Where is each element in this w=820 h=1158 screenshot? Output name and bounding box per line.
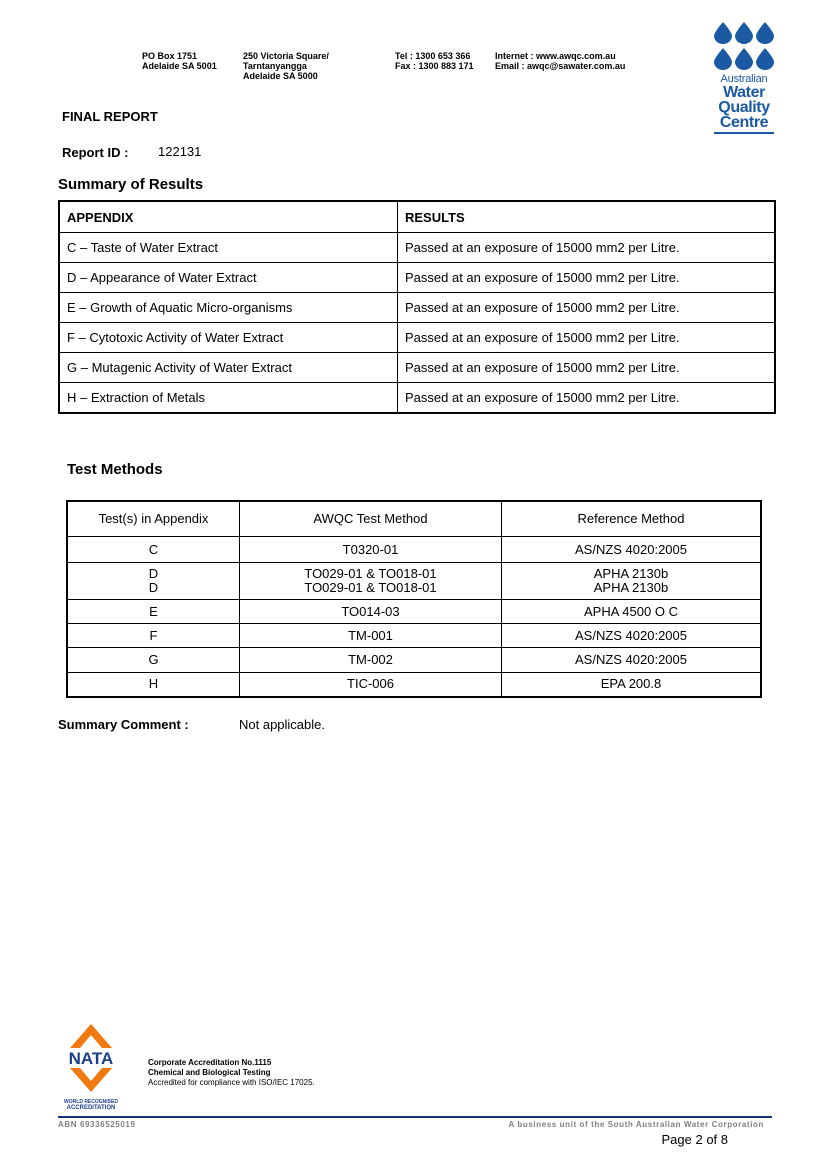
summary-comment-value: Not applicable. <box>239 717 325 732</box>
logo-underline <box>714 132 774 134</box>
reference-cell: APHA 4500 O C <box>502 600 762 624</box>
awqc-cell: TM-001 <box>240 624 502 648</box>
reference-cell <box>502 563 762 600</box>
test-methods-table <box>66 500 762 698</box>
drop-icon <box>756 22 774 44</box>
result-cell: Passed at an exposure of 15000 mm2 per Litre. <box>398 293 776 323</box>
corp-line3: Accredited for compliance with ISO/IEC 17025. <box>148 1078 315 1087</box>
street-line1: 250 Victoria Square/ <box>243 51 329 61</box>
test-cell: F <box>67 624 240 648</box>
drop-icon <box>714 22 732 44</box>
appendix-cell: F – Cytotoxic Activity of Water Extract <box>59 323 398 353</box>
reference-cell: AS/NZS 4020:2005 <box>502 648 762 673</box>
street-city: Adelaide SA 5000 <box>243 71 318 81</box>
summary-header-row <box>59 201 775 233</box>
reference-line1: APHA 2130b <box>593 566 669 581</box>
nata-logo <box>62 1022 120 1111</box>
result-cell: Passed at an exposure of 15000 mm2 per Litre. <box>398 323 776 353</box>
appendix-cell: D – Appearance of Water Extract <box>59 263 398 293</box>
footer-divider <box>58 1116 772 1118</box>
report-id-value: 122131 <box>158 144 202 159</box>
reference-cell: EPA 200.8 <box>502 673 762 697</box>
reference-method-header: Reference Method <box>502 501 762 537</box>
appendix-cell: E – Growth of Aquatic Micro-organisms <box>59 293 398 323</box>
drop-icon <box>735 48 753 70</box>
po-box-address <box>142 51 217 71</box>
nata-wordmark: NATA <box>68 1049 114 1068</box>
corp-line2: Chemical and Biological Testing <box>148 1068 271 1077</box>
awqc-line2: TO029-01 & TO018-01 <box>304 580 437 595</box>
appendix-cell: H – Extraction of Metals <box>59 383 398 414</box>
business-unit: A business unit of the South Australian Water Corporation <box>508 1120 764 1129</box>
table-row <box>67 563 761 600</box>
test-cell <box>67 563 240 600</box>
reference-line2: APHA 2130b <box>593 580 669 595</box>
report-id-label: Report ID : <box>62 145 129 160</box>
tel: Tel : 1300 653 366 <box>395 51 471 61</box>
table-row <box>67 648 761 673</box>
awqc-method-header: AWQC Test Method <box>240 501 502 537</box>
phone-block <box>395 51 474 71</box>
result-cell: Passed at an exposure of 15000 mm2 per Litre. <box>398 353 776 383</box>
table-row <box>67 600 761 624</box>
summary-comment-label: Summary Comment : <box>58 717 189 732</box>
page-number: Page 2 of 8 <box>661 1132 728 1147</box>
web-block <box>495 51 625 71</box>
summary-table <box>58 200 776 414</box>
report-title: FINAL REPORT <box>62 109 158 124</box>
awqc-cell: TM-002 <box>240 648 502 673</box>
summary-title: Summary of Results <box>58 176 204 193</box>
table-row <box>67 624 761 648</box>
logo-line1: Australian <box>720 73 768 85</box>
logo-line4: Centre <box>719 114 769 131</box>
table-row <box>59 263 775 293</box>
test-cell: C <box>67 537 240 563</box>
drop-icon <box>756 48 774 70</box>
appendix-cell: C – Taste of Water Extract <box>59 233 398 263</box>
result-cell: Passed at an exposure of 15000 mm2 per Litre. <box>398 263 776 293</box>
awqc-cell: TIC-006 <box>240 673 502 697</box>
test-cell: H <box>67 673 240 697</box>
nata-sub2: ACCREDITATION <box>66 1105 116 1111</box>
table-row <box>67 537 761 563</box>
street-line2: Tarntanyangga <box>243 61 307 71</box>
drop-icon <box>735 22 753 44</box>
po-city: Adelaide SA 5001 <box>142 61 217 71</box>
test-cell: G <box>67 648 240 673</box>
internet: Internet : www.awqc.com.au <box>495 51 616 61</box>
table-row <box>59 353 775 383</box>
table-row <box>59 323 775 353</box>
fax: Fax : 1300 883 171 <box>395 61 474 71</box>
methods-header-row <box>67 501 761 537</box>
water-drops-icon <box>714 22 774 70</box>
email: Email : awqc@sawater.com.au <box>495 61 626 71</box>
result-cell: Passed at an exposure of 15000 mm2 per Litre. <box>398 233 776 263</box>
logo-line3: Quality <box>718 99 770 116</box>
awqc-cell: T0320-01 <box>240 537 502 563</box>
awqc-cell <box>240 563 502 600</box>
awqc-cell: TO014-03 <box>240 600 502 624</box>
awqc-line1: TO029-01 & TO018-01 <box>304 566 437 581</box>
appendix-header: APPENDIX <box>59 201 398 233</box>
po-box: PO Box 1751 <box>142 51 198 61</box>
result-cell: Passed at an exposure of 15000 mm2 per Litre. <box>398 383 776 414</box>
drop-icon <box>714 48 732 70</box>
accreditation-text <box>148 1058 315 1088</box>
table-row <box>59 293 775 323</box>
table-row <box>59 233 775 263</box>
appendix-cell: G – Mutagenic Activity of Water Extract <box>59 353 398 383</box>
test-line2: D <box>148 580 159 595</box>
table-row <box>59 383 775 414</box>
corp-line1: Corporate Accreditation No.1115 <box>148 1058 272 1067</box>
test-cell: E <box>67 600 240 624</box>
reference-cell: AS/NZS 4020:2005 <box>502 537 762 563</box>
nata-sub1: WORLD RECOGNISED <box>64 1099 118 1105</box>
street-address <box>243 51 329 81</box>
logo-line2: Water <box>723 84 765 101</box>
test-line1: D <box>148 566 159 581</box>
test-methods-title: Test Methods <box>67 461 163 478</box>
logo-text <box>714 73 774 130</box>
reference-cell: AS/NZS 4020:2005 <box>502 624 762 648</box>
abn: ABN 69336525019 <box>58 1120 136 1129</box>
nata-emblem-icon <box>62 1022 120 1094</box>
results-header: RESULTS <box>398 201 776 233</box>
table-row <box>67 673 761 697</box>
tests-header: Test(s) in Appendix <box>67 501 240 537</box>
awqc-logo <box>714 22 774 134</box>
